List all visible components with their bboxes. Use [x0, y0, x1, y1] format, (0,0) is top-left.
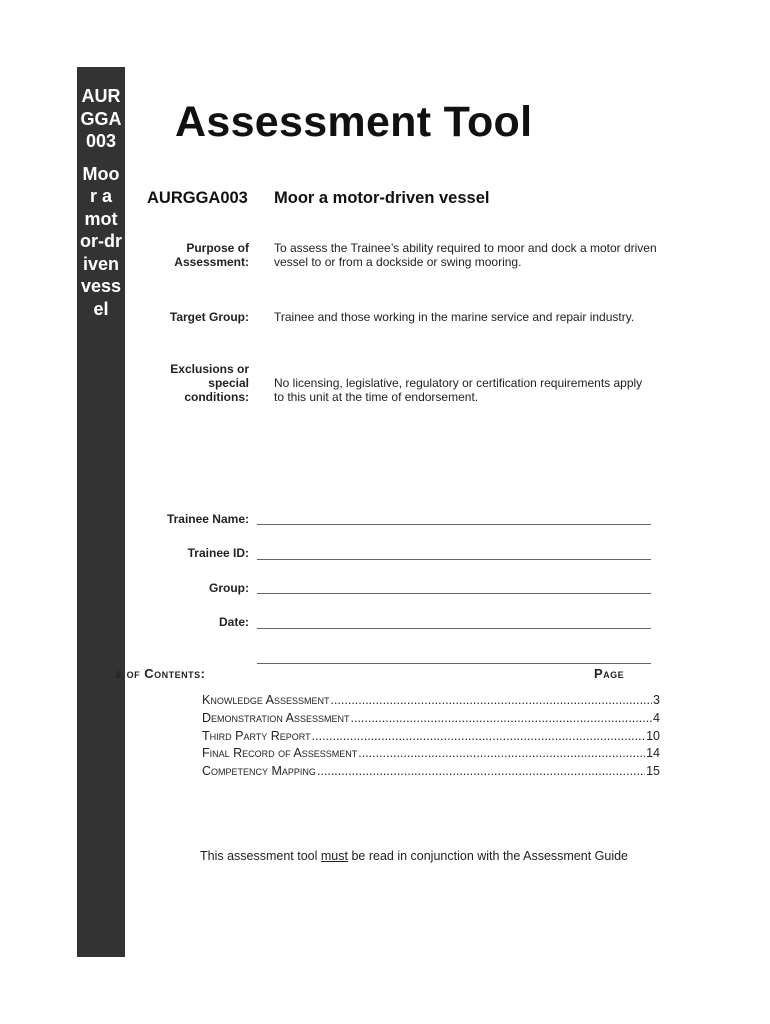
trainee-id-label: Trainee ID: — [187, 546, 249, 560]
purpose-label-line-2: Assessment: — [174, 255, 249, 269]
table-of-contents — [202, 693, 660, 782]
exclusions-label-line-3: conditions: — [184, 390, 249, 404]
unit-code: AURGGA003 — [147, 189, 248, 207]
toc-item-label: Third Party Report — [202, 728, 311, 743]
toc-item-page: 14 — [646, 746, 660, 761]
toc-leader-dots — [330, 693, 652, 707]
exclusions-label-line-2: special — [208, 376, 249, 390]
toc-leader-dots — [317, 764, 645, 778]
footer-emphasis: must — [320, 849, 348, 863]
toc-item-page: 15 — [646, 764, 660, 779]
side-bar — [77, 67, 125, 957]
target-group-label: Target Group: — [169, 310, 249, 324]
toc-heading: e of Contents: — [116, 666, 206, 681]
toc-item-label: Competency Mapping — [202, 764, 316, 779]
page-title: Assessment Tool — [175, 98, 533, 146]
trainee-name-field[interactable] — [257, 524, 651, 525]
toc-item-label: Knowledge Assessment — [202, 693, 330, 707]
purpose-label-line-1: Purpose of — [186, 241, 249, 255]
toc-item-page: 4 — [653, 710, 660, 725]
group-label: Group: — [209, 581, 249, 595]
purpose-value: To assess the Trainee’s ability required to moor and dock a motor driven vessel to or from a dockside or swing mooring. — [274, 241, 657, 269]
toc-item-competency-mapping[interactable] — [202, 764, 660, 782]
purpose-label — [174, 241, 249, 269]
toc-item-page: 10 — [646, 728, 660, 743]
toc-item-demonstration-assessment[interactable] — [202, 711, 660, 729]
date-label: Date: — [218, 615, 249, 629]
toc-item-label: Demonstration Assessment — [202, 710, 350, 725]
footer-text-after: be read in conjunction with the Assessment Guide — [347, 849, 629, 863]
toc-item-label: Final Record of Assessment — [202, 746, 358, 761]
side-bar-unit-name: Moor a motor-driven vessel — [80, 163, 122, 319]
toc-leader-dots — [351, 711, 653, 725]
footer-note — [200, 849, 628, 863]
toc-page-heading: Page — [594, 666, 625, 681]
toc-leader-dots — [358, 746, 645, 760]
footer-text-before: This assessment tool — [200, 849, 321, 863]
group-field[interactable] — [257, 593, 651, 594]
exclusions-label-line-1: Exclusions or — [170, 362, 249, 376]
target-group-value: Trainee and those working in the marine service and repair industry. — [274, 310, 635, 324]
exclusions-value: No licensing, legislative, regulatory or certification requirements apply to this unit at the time of endorsement. — [274, 376, 643, 404]
toc-item-page: 3 — [653, 693, 660, 707]
trainee-name-label: Trainee Name: — [166, 512, 249, 526]
toc-leader-dots — [312, 729, 645, 743]
toc-item-final-record-of-assessment[interactable] — [202, 746, 660, 764]
trainee-id-field[interactable] — [257, 559, 651, 560]
exclusions-label — [170, 362, 249, 404]
date-field[interactable] — [257, 628, 651, 629]
divider-line — [257, 663, 651, 664]
toc-item-third-party-report[interactable] — [202, 729, 660, 747]
unit-name: Moor a motor-driven vessel — [274, 189, 490, 207]
side-bar-unit-code: AURGGA003 — [80, 86, 122, 151]
side-bar-text — [77, 85, 125, 320]
toc-item-knowledge-assessment[interactable] — [202, 693, 660, 711]
